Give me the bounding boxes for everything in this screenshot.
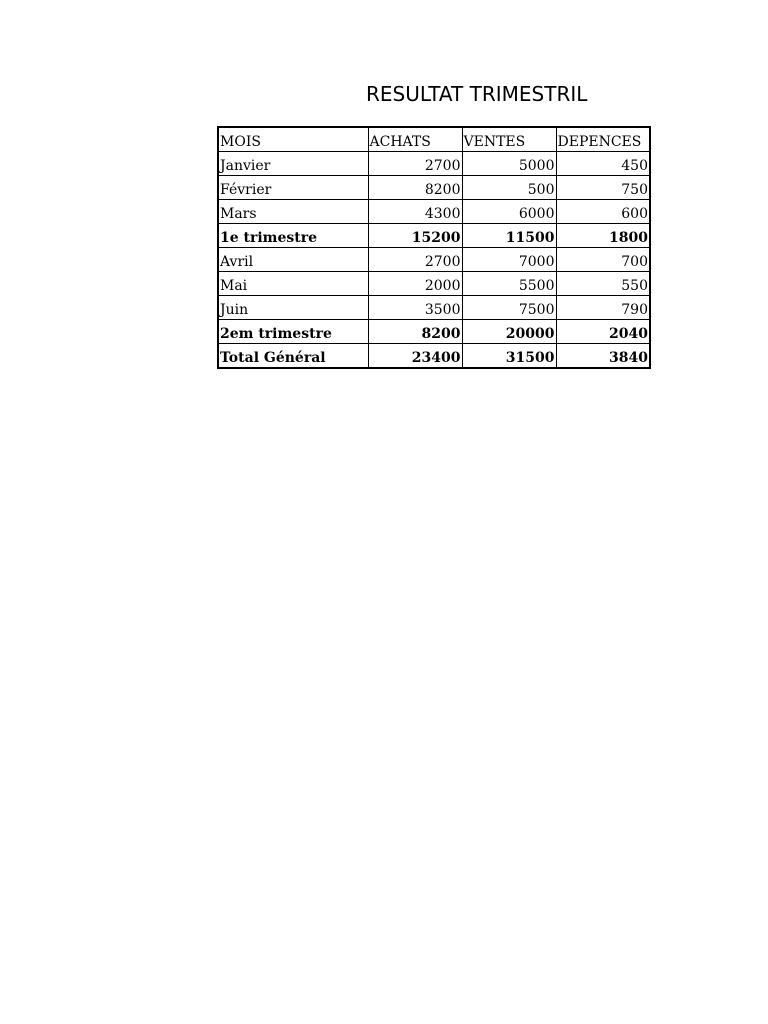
cell-achats: 4300 (368, 200, 462, 224)
results-table (217, 126, 651, 369)
cell-achats: 3500 (368, 296, 462, 320)
cell-achats: 2000 (368, 272, 462, 296)
cell-achats: 2700 (368, 248, 462, 272)
cell-depences: 2040 (556, 320, 650, 344)
row-label: Mai (218, 272, 368, 296)
table-row (218, 176, 650, 200)
page-title: RESULTAT TRIMESTRIL (366, 82, 588, 106)
table-header-row (218, 127, 650, 152)
row-label: 1e trimestre (218, 224, 368, 248)
cell-depences: 1800 (556, 224, 650, 248)
table-row (218, 272, 650, 296)
grand-total-row (218, 344, 650, 369)
header-ventes: VENTES (462, 127, 556, 152)
table-row (218, 296, 650, 320)
row-label: Mars (218, 200, 368, 224)
cell-achats: 8200 (368, 320, 462, 344)
header-mois: MOIS (218, 127, 368, 152)
cell-depences: 600 (556, 200, 650, 224)
cell-ventes: 6000 (462, 200, 556, 224)
cell-ventes: 11500 (462, 224, 556, 248)
cell-ventes: 7500 (462, 296, 556, 320)
row-label: Total Général (218, 344, 368, 369)
cell-ventes: 7000 (462, 248, 556, 272)
cell-depences: 550 (556, 272, 650, 296)
cell-achats: 15200 (368, 224, 462, 248)
row-label: Juin (218, 296, 368, 320)
header-depences: DEPENCES (556, 127, 650, 152)
cell-ventes: 5500 (462, 272, 556, 296)
cell-achats: 8200 (368, 176, 462, 200)
cell-achats: 2700 (368, 152, 462, 176)
cell-ventes: 5000 (462, 152, 556, 176)
cell-ventes: 500 (462, 176, 556, 200)
subtotal-row (218, 320, 650, 344)
subtotal-row (218, 224, 650, 248)
cell-depences: 450 (556, 152, 650, 176)
row-label: Avril (218, 248, 368, 272)
table-row (218, 248, 650, 272)
cell-achats: 23400 (368, 344, 462, 369)
row-label: Janvier (218, 152, 368, 176)
row-label: 2em trimestre (218, 320, 368, 344)
cell-depences: 3840 (556, 344, 650, 369)
cell-depences: 750 (556, 176, 650, 200)
cell-ventes: 31500 (462, 344, 556, 369)
row-label: Février (218, 176, 368, 200)
cell-ventes: 20000 (462, 320, 556, 344)
header-achats: ACHATS (368, 127, 462, 152)
cell-depences: 790 (556, 296, 650, 320)
cell-depences: 700 (556, 248, 650, 272)
table-row (218, 200, 650, 224)
table-row (218, 152, 650, 176)
